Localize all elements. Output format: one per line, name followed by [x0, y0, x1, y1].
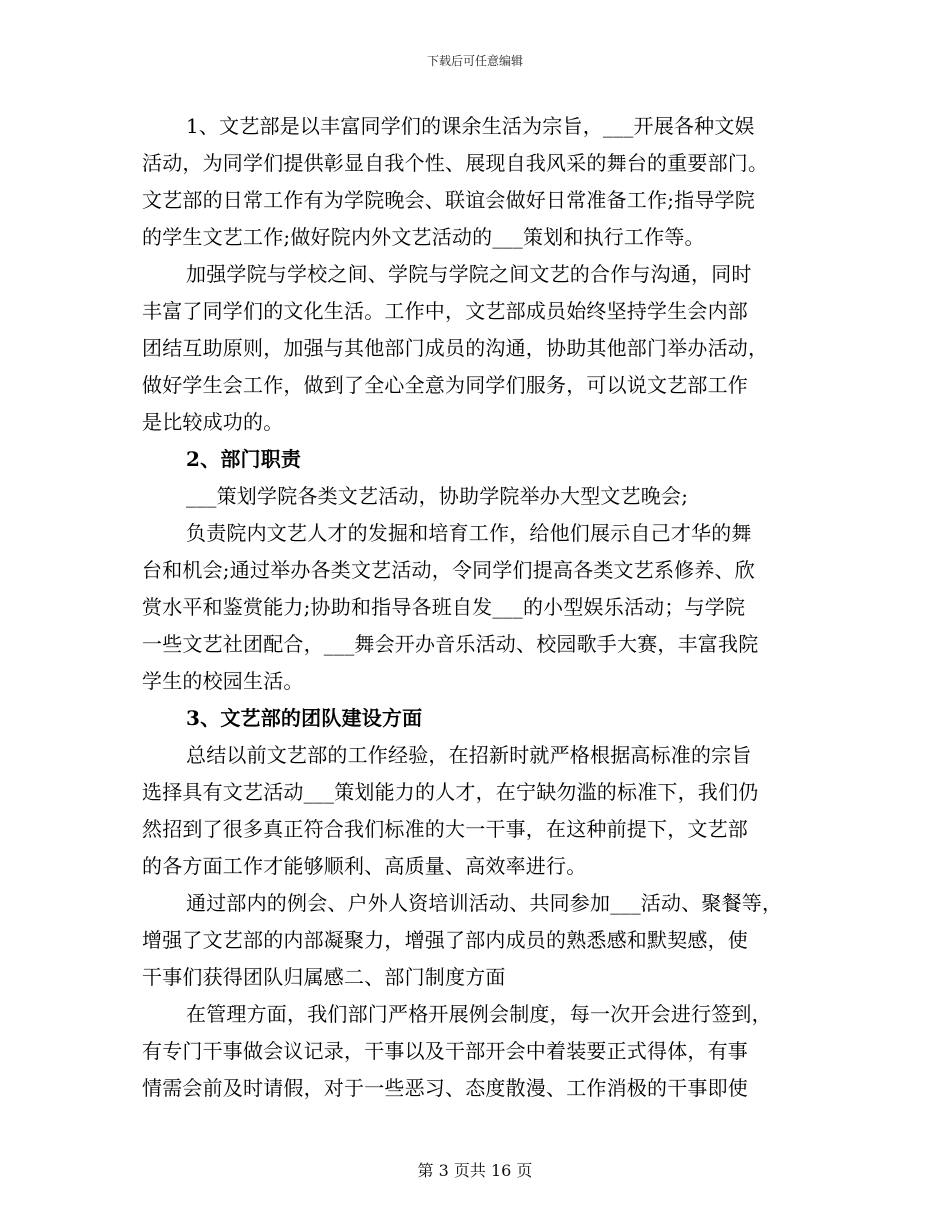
body-line: 然招到了很多真正符合我们标准的大一干事，在这种前提下，文艺部: [142, 817, 748, 841]
body-line: 活动，为同学们提供彰显自我个性、展现自我风采的舞台的重要部门。: [142, 151, 769, 175]
body-line: 的学生文艺工作;做好院内外文艺活动的___策划和执行工作等。: [142, 225, 705, 249]
body-line: ___策划学院各类文艺活动，协助学院举办大型文艺晚会;: [186, 484, 689, 508]
body-line: 有专门干事做会议记录，干事以及干部开会中着装要正式得体，有事: [142, 1039, 748, 1063]
body-line: 总结以前文艺部的工作经验，在招新时就严格根据高标准的宗旨: [186, 743, 752, 767]
body-line: 做好学生会工作，做到了全心全意为同学们服务，可以说文艺部工作: [142, 373, 748, 397]
body-line: 团结互助原则，加强与其他部门成员的沟通，协助其他部门举办活动，: [142, 336, 769, 360]
body-line: 干事们获得团队归属感二、部门制度方面: [142, 965, 506, 989]
body-line: 学生的校园生活。: [142, 669, 304, 693]
body-line: 文艺部的日常工作有为学院晚会、联谊会做好日常准备工作;指导学院: [142, 188, 755, 212]
page-number: 第 3 页共 16 页: [417, 1161, 533, 1180]
body-line: 的各方面工作才能够顺利、高质量、高效率进行。: [142, 854, 587, 878]
body-line: 在管理方面，我们部门严格开展例会制度，每一次开会进行签到，: [186, 1002, 772, 1026]
page-header: 下载后可任意编辑: [426, 54, 523, 68]
body-line: 台和机会;通过举办各类文艺活动，令同学们提高各类文艺系修养、欣: [142, 558, 755, 582]
body-line: 通过部内的例会、户外人资培训活动、共同参加___活动、聚餐等，: [186, 891, 783, 915]
body-line: 情需会前及时请假，对于一些恶习、态度散漫、工作消极的干事即使: [142, 1076, 748, 1100]
body-line: 1、文艺部是以丰富同学们的课余生活为宗旨，___开展各种文娱: [186, 114, 755, 138]
section-heading: 2、部门职责: [186, 447, 302, 471]
document-body: [142, 108, 808, 1107]
body-line: 增强了文艺部的内部凝聚力，增强了部内成员的熟悉感和默契感，使: [142, 928, 748, 952]
body-line: 丰富了同学们的文化生活。工作中，文艺部成员始终坚持学生会内部: [142, 299, 748, 323]
body-line: 赏水平和鉴赏能力;协助和指导各班自发___的小型娱乐活动；与学院: [142, 595, 746, 619]
section-heading: 3、文艺部的团队建设方面: [186, 706, 423, 730]
body-line: 选择具有文艺活动___策划能力的人才，在宁缺勿滥的标准下，我们仍: [142, 780, 759, 804]
body-line: 负责院内文艺人才的发掘和培育工作，给他们展示自己才华的舞: [186, 521, 752, 545]
body-line: 加强学院与学校之间、学院与学院之间文艺的合作与沟通，同时: [186, 262, 752, 286]
body-line: 是比较成功的。: [142, 410, 284, 434]
body-line: 一些文艺社团配合，___舞会开办音乐活动、校园歌手大赛，丰富我院: [142, 632, 759, 656]
